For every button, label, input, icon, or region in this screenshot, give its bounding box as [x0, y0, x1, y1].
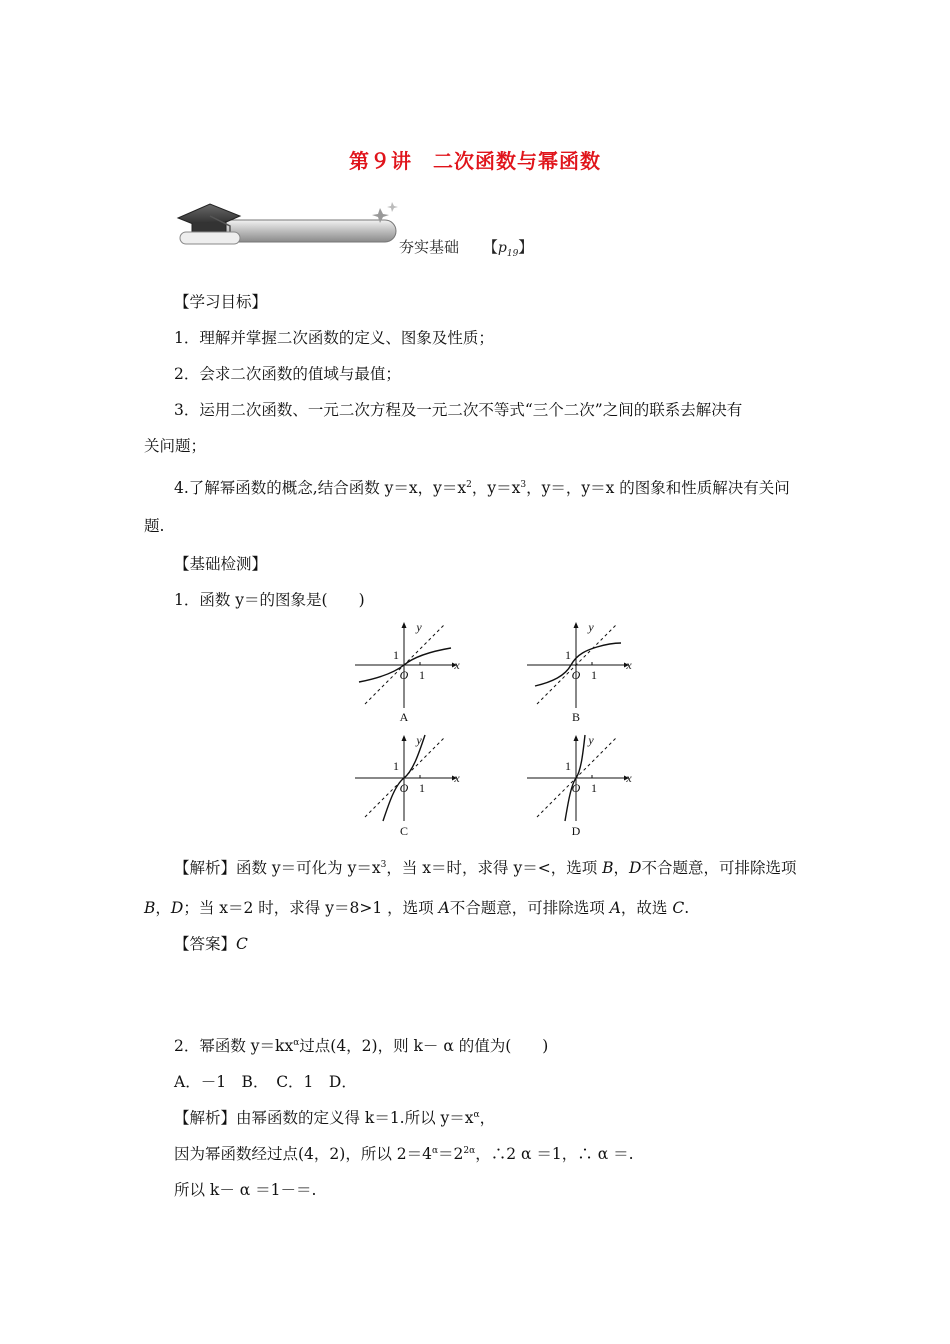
- graph-a-x-tick: 1: [419, 668, 425, 682]
- answer-1: 【答案】C: [174, 935, 248, 953]
- goal-item-4-line-1: 4.了解幂函数的概念,结合函数 y＝x，$y=x^2$，$y=x^3$，y＝，y＝x 的图象和性质解决有关问: [174, 479, 790, 497]
- graph-a-x-label: x: [454, 658, 460, 672]
- page-title: 第９讲 二次函数与幂函数: [349, 149, 601, 173]
- graph-d-x-tick: 1: [591, 781, 597, 795]
- analysis-1-line-1: 【解析】函数 y＝可化为 $y=x^3$，当 x＝时，求得 y＝<，选项 B，D不合题意，可排除选项: [174, 859, 797, 877]
- page-ref: $p_{19}$: [497, 240, 519, 259]
- question-2-options: A．－1 B． C．1 D．: [174, 1073, 357, 1091]
- graph-c-y-tick: 1: [393, 759, 399, 773]
- graph-b-x-tick: 1: [591, 668, 597, 682]
- goal-item-2: 2．会求二次函数的值域与最值；: [174, 365, 401, 383]
- graph-c-label: C: [399, 824, 408, 838]
- graph-c: [355, 733, 465, 838]
- graph-b-y-tick: 1: [565, 648, 571, 662]
- question-1: 1．函数 y＝的图象是( ): [174, 591, 365, 609]
- banner-title: 夯实基础: [399, 238, 460, 256]
- goal-item-3-line-1: 3．运用二次函数、一元二次方程及一元二次不等式“三个二次”之间的联系去解决有: [174, 401, 743, 419]
- graph-b-origin: O: [571, 668, 581, 682]
- graph-d-y-label: y: [588, 733, 594, 747]
- analysis-2-line-1: 【解析】由幂函数的定义得 k＝1.所以 $y=x^\alpha$，: [174, 1109, 496, 1127]
- graph-c-x-tick: 1: [419, 781, 425, 795]
- ref-close: 】: [518, 238, 534, 256]
- graph-c-origin: O: [399, 781, 409, 795]
- analysis-2-line-2: 因为幂函数经过点(4，2)，所以 $2=4^\alpha=2^{2\alpha}$，∴2 α ＝1，∴ α ＝.: [174, 1145, 634, 1163]
- graph-d: [527, 733, 637, 838]
- graph-a: [355, 620, 465, 724]
- graph-c-x-label: x: [454, 771, 460, 785]
- graph-d-label: D: [571, 824, 581, 838]
- graph-d-origin: O: [571, 781, 581, 795]
- goal-item-4-line-2: 题.: [144, 517, 165, 535]
- graph-b-x-label: x: [626, 658, 632, 672]
- graph-b-label: B: [571, 710, 580, 724]
- banner-label: [399, 236, 533, 259]
- analysis-1-line-2: B，D；当 x＝2 时，求得 y＝8>1 ，选项 A不合题意，可排除选项 A，故选 C.: [144, 899, 690, 917]
- goal-item-1: 1．理解并掌握二次函数的定义、图象及性质；: [174, 329, 494, 347]
- graph-c-y-label: y: [416, 733, 422, 747]
- goals-heading: 【学习目标】: [174, 293, 268, 311]
- question-2: 2．幂函数 $y=kx^\alpha$过点(4，2)，则 k－ α 的值为( ): [174, 1037, 549, 1055]
- check-heading: 【基础检测】: [174, 555, 268, 573]
- graph-b: [527, 620, 637, 724]
- graph-d-x-label: x: [626, 771, 632, 785]
- graph-d-y-tick: 1: [565, 759, 571, 773]
- graph-a-y-tick: 1: [393, 648, 399, 662]
- goal-item-3-line-2: 关问题；: [144, 437, 207, 455]
- graph-a-origin: O: [399, 668, 409, 682]
- graph-b-y-label: y: [588, 620, 594, 634]
- graph-a-label: A: [399, 710, 409, 724]
- ref-open: 【: [482, 238, 498, 256]
- analysis-2-line-3: 所以 k－ α ＝1－＝.: [174, 1181, 317, 1199]
- graph-a-y-label: y: [416, 620, 422, 634]
